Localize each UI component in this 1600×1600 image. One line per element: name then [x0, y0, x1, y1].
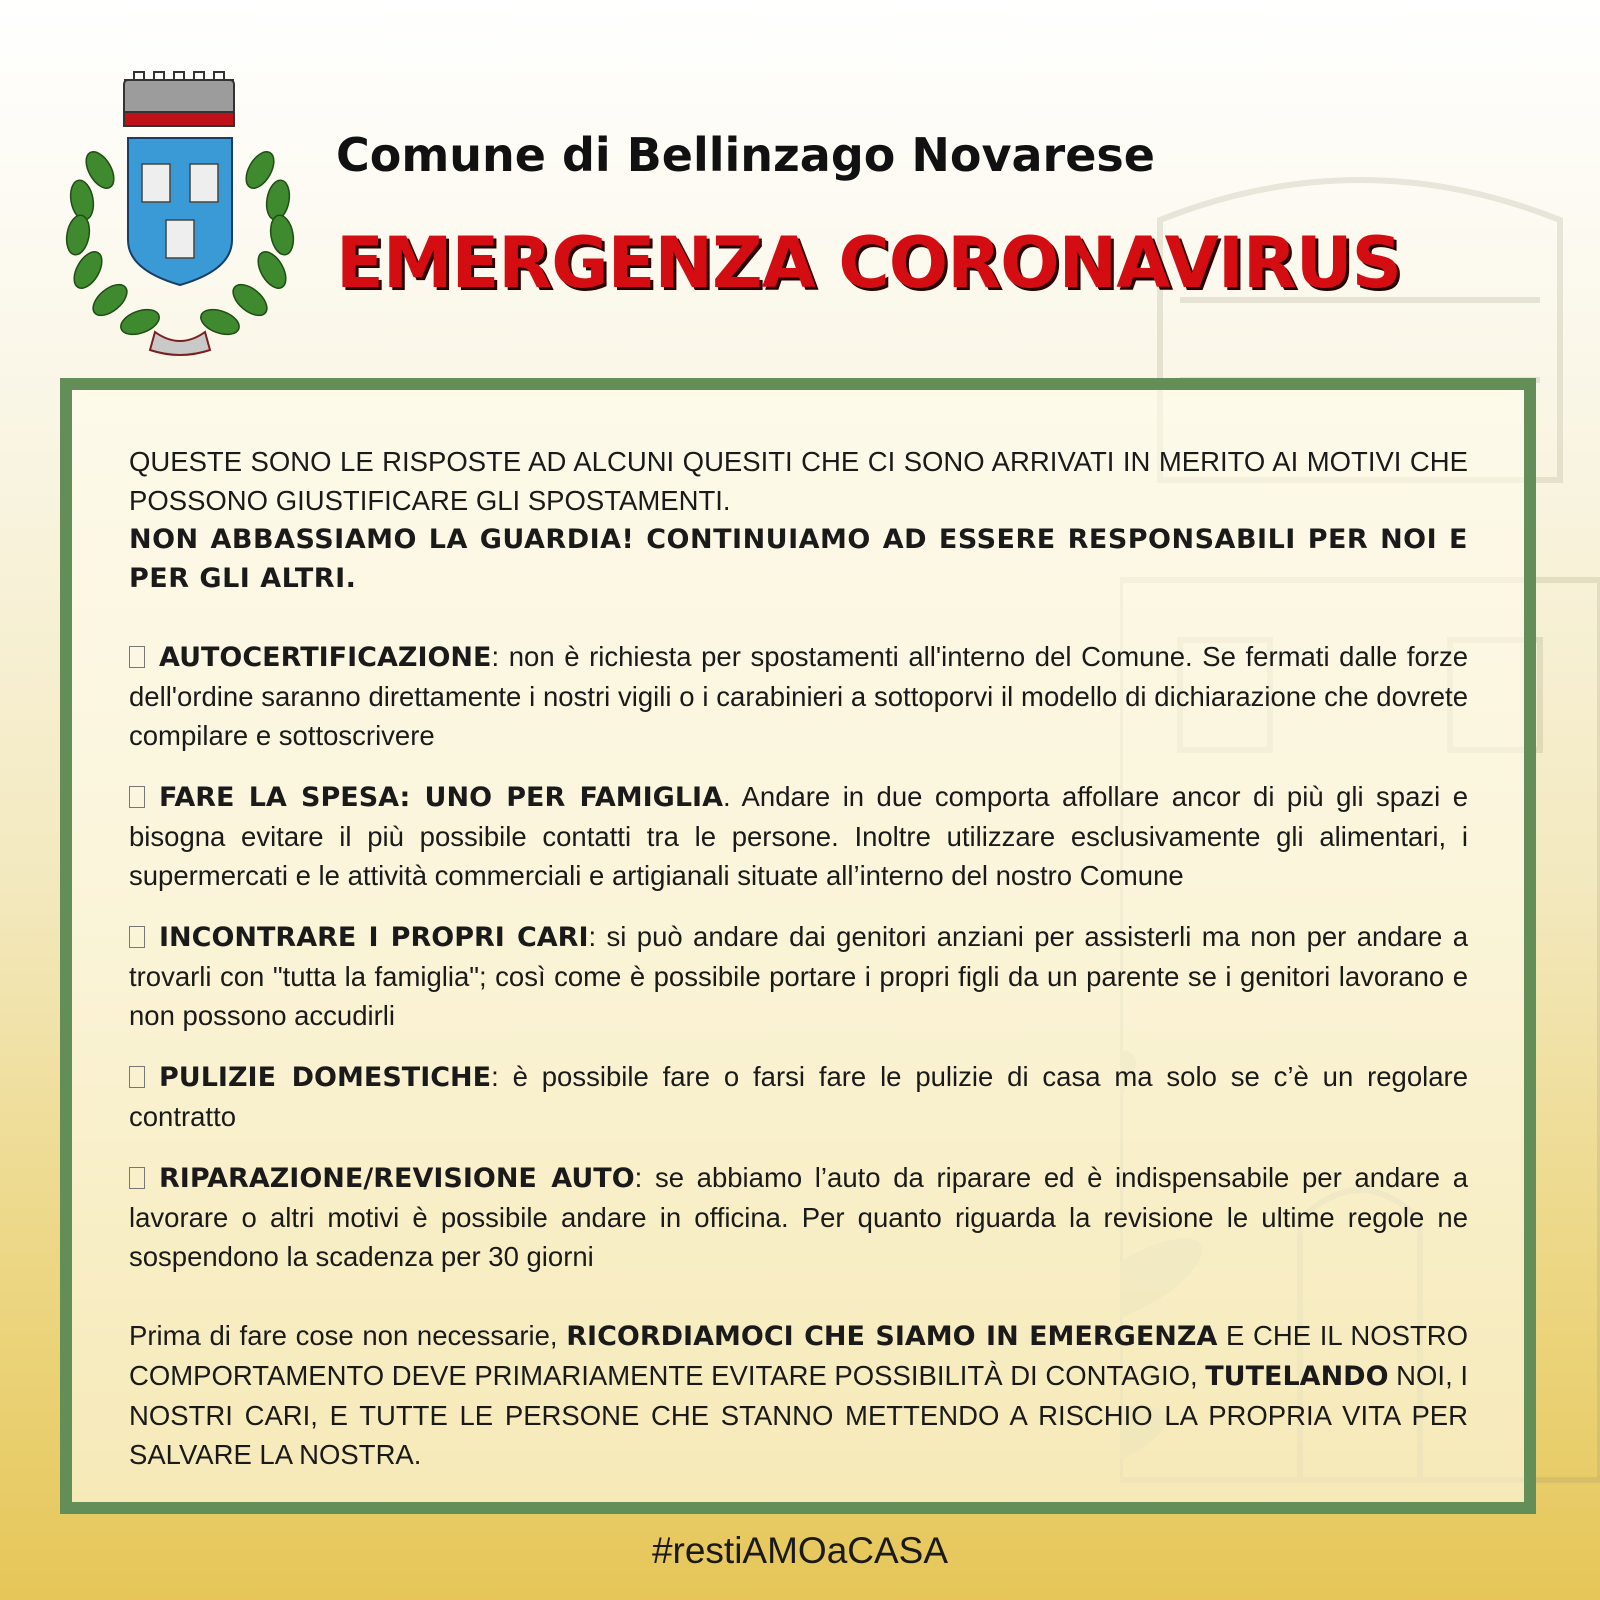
faq-item — [129, 777, 1468, 895]
faq-item — [129, 637, 1468, 755]
faq-item-title: AUTOCERTIFICAZIONE — [159, 642, 492, 673]
faq-item-title: FARE LA SPESA: UNO PER FAMIGLIA — [159, 782, 723, 813]
checkbox-icon — [129, 646, 145, 668]
faq-item — [129, 917, 1468, 1035]
faq-item-text: . Andare in due comporta affollare ancor di più gli spazi e bisogna evitare il più possibile contatti tra le persone. Inoltre utilizzare esclusivamente gli alimentari, i supermercati e le attività commerciali e artigianali situate all’interno del nostro Comune — [129, 781, 1469, 891]
faq-item-title: INCONTRARE I PROPRI CARI — [159, 922, 589, 953]
faq-item-text: : se abbiamo l’auto da riparare ed è indispensabile per andare a lavorare o altri motivi è possibile andare in officina. Per quanto riguarda la revisione le ultime regole ne sospendono la scadenza per 30 giorni — [129, 1162, 1468, 1272]
closing-text: NOI, I NOSTRI CARI, E TUTTE LE PERSONE CHE STANNO METTENDO A RISCHIO LA PROPRIA VITA PER SALVARE LA NOSTRA. — [129, 1360, 1468, 1470]
faq-item-text: : è possibile fare o farsi fare le pulizie di casa ma solo se c’è un regolare contratto — [129, 1061, 1468, 1132]
closing-text: E CHE IL NOSTRO COMPORTAMENTO DEVE PRIMARIAMENTE EVITARE POSSIBILITÀ DI CONTAGIO, — [129, 1320, 1468, 1391]
faq-item — [129, 1158, 1468, 1276]
closing-emphasis: TUTELANDO — [1205, 1361, 1389, 1392]
town-name: Comune di Bellinzago Novarese — [336, 128, 1155, 182]
closing-paragraph — [129, 1316, 1468, 1474]
page-title: EMERGENZA CORONAVIRUS — [336, 222, 1402, 304]
notice-panel — [60, 378, 1536, 1514]
intro-warning: NON ABBASSIAMO LA GUARDIA! CONTINUIAMO AD ESSERE RESPONSABILI PER NOI E PER GLI ALTRI. — [129, 524, 1468, 594]
closing-text: Prima di fare cose non necessarie, — [129, 1320, 567, 1351]
checkbox-icon — [129, 786, 145, 808]
checkbox-icon — [129, 1167, 145, 1189]
intro-lead: QUESTE SONO LE RISPOSTE AD ALCUNI QUESITI CHE CI SONO ARRIVATI IN MERITO AI MOTIVI CHE POSSONO GIUSTIFICARE GLI SPOSTAMENTI. — [129, 446, 1468, 516]
faq-item — [129, 1057, 1468, 1136]
closing-emphasis: RICORDIAMOCI CHE SIAMO IN EMERGENZA — [566, 1321, 1218, 1352]
checkbox-icon — [129, 1066, 145, 1088]
faq-item-text: : non è richiesta per spostamenti all'interno del Comune. Se fermati dalle forze dell'ordine saranno direttamente i nostri vigili o i carabinieri a sottoporvi il modello di dichiarazione che dovrete compilare e sottoscrivere — [129, 641, 1468, 751]
faq-item-title: RIPARAZIONE/REVISIONE AUTO — [159, 1163, 635, 1194]
faq-item-title: PULIZIE DOMESTICHE — [159, 1062, 492, 1093]
faq-item-text: : si può andare dai genitori anziani per assisterli ma non per andare a trovarli con "tutta la famiglia"; così come è possibile portare i propri figli da un parente se i genitori lavorano e non possono accudirli — [129, 921, 1469, 1031]
hashtag: #restiAMOaCASA — [651, 1530, 949, 1571]
coat-of-arms-icon — [60, 60, 300, 360]
checkbox-icon — [129, 926, 145, 948]
